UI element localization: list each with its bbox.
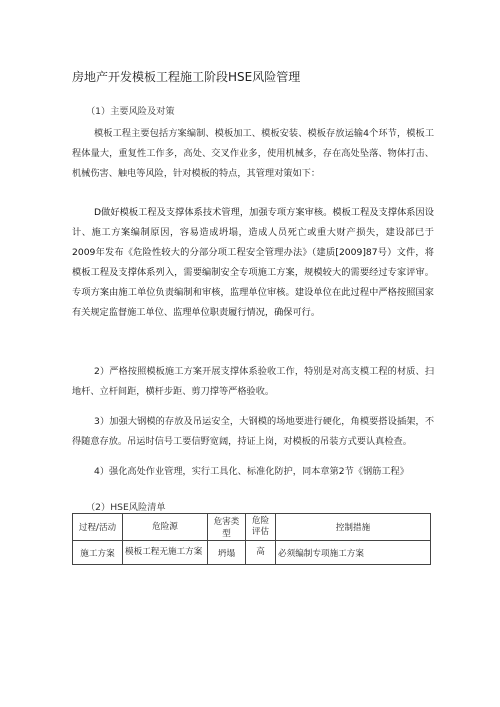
section-heading-hse-list: （2）HSE风险清单	[86, 502, 166, 513]
table-row	[73, 541, 431, 565]
cell-hazard-source: 模板工程无施工方案	[123, 541, 208, 565]
cell-hazard-type: 坍塌	[208, 541, 246, 565]
paragraph-intro: 模板工程主要包括方案编制、模板加工、模板安装、模板存放运输4个环节，模板工程体量大，重复性工作多，高处、交叉作业多，使用机械多，存在高处坠落、物体打击、机械伤害、触电等风险，针对模板的特点，其管理对策如下：	[72, 128, 434, 179]
header-hazard-type: 危害类型	[208, 514, 246, 541]
header-risk-assessment: 危险评估	[246, 514, 276, 541]
paragraph-technical-management: D做好模板工程及支撑体系技术管理，加强专项方案审核。模板工程及支撑体系因设计、施工方案编制原因，容易造成坍塌，造成人员死亡或重大财产损失，建设部已于2009年发布《危险性较大的分部分项工程安全管理办法》（建质[2009]87号）文件，将模板工程及支撑体系列入，需要编制安全专项施工方案，规模较大的需要经过专家评审。专项方案由施工单位负责编制和审核，监理单位审核。建设单位在此过程中严格按照国家有关规定监督施工单位、监理单位职责履行情况，确保可行。	[72, 207, 434, 318]
table-header-row	[73, 514, 431, 541]
paragraph-steel-formwork: 3）加强大钢模的存放及吊运安全，大钢模的场地要进行硬化，角模要搭设插架，不得随意存放。吊运时信号工要信野宽阔，持证上岗，对模板的吊装方式要认真检查。	[72, 416, 434, 447]
hse-risk-table	[72, 513, 431, 565]
cell-process: 施工方案	[73, 541, 123, 565]
paragraph-high-work: 4）强化高处作业管理，实行工具化、标准化防护，同本章第2节《钢筋工程》	[94, 466, 409, 477]
paragraph-acceptance: 2）严格按照模板施工方案开展支撑体系验收工作，特别是对高支模工程的材质、扫地杆、立杆间距，横杆步距、剪刀撑等严格验收。	[72, 366, 434, 397]
cell-control-measures: 必须编制专项施工方案	[276, 541, 431, 565]
document-title: 房地产开发模板工程施工阶段HSE风险管理	[72, 70, 301, 84]
header-control-measures: 控制措施	[276, 514, 431, 541]
header-process: 过程/活动	[73, 514, 123, 541]
section-heading-risks: （1）主要风险及对策	[86, 106, 175, 117]
header-hazard-source: 危险源	[123, 514, 208, 541]
cell-risk-assessment: 高	[246, 541, 276, 565]
